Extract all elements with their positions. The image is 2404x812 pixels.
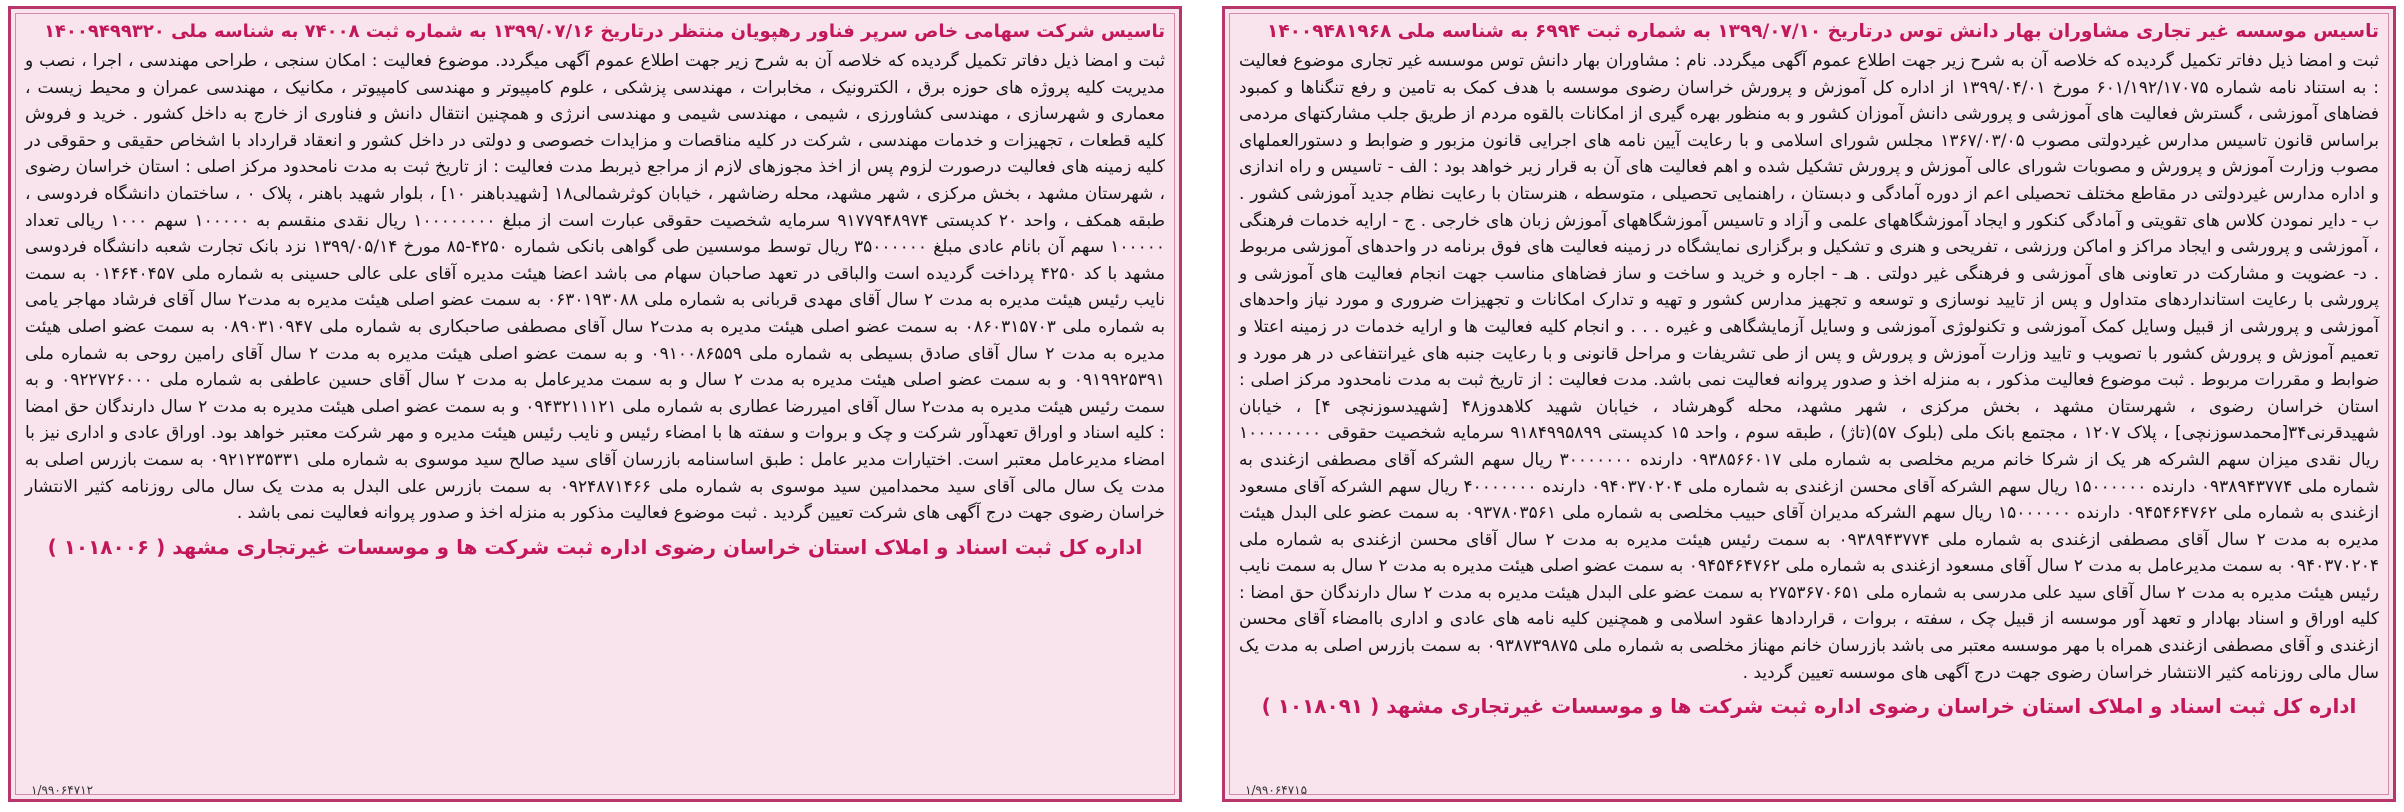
notice-panel-right (1222, 6, 2396, 802)
notice-panel-left (8, 6, 1182, 802)
reference-code: ۱/۹۹۰۶۴۷۱۲ (31, 783, 94, 797)
registry-office-line: اداره کل ثبت اسناد و املاک استان خراسان رضوی اداره ثبت شرکت ها و موسسات غیرتجاری مشهد ( ۱۰۱۸۰۰۶ ) (47, 534, 1143, 559)
notice-body: ثبت و امضا ذیل دفاتر تکمیل گردیده که خلاصه آن به شرح زیر جهت اطلاع عموم آگهی میگردد. موضوع فعالیت : امکان سنجی ، طراحی مهندسی ، اجرا ، نصب و مدیریت کلیه پروژه های حوزه برق ، الکترونیک ، مخابرات ، مهندسی پزشکی ، علوم کامپیوتر و مهندسی کامپیوتر ، مکانیک ، مهندسی عمران و محیط زیست ، معماری و شهرسازی ، مهندسی کشاورزی ، شیمی ، مهندسی شیمی و مهندسی انرژی و همچنین انتقال دانش و فناوری از خارج به داخل کشور . خرید و فروش کلیه قطعات ، تجهیزات و خدمات مهندسی ، شرکت در کلیه مناقصات و مزایدات خصوصی و دولتی در داخل کشور و انعقاد قرارداد با اشخاص حقیقی و حقوقی در کلیه زمینه های فعالیت درصورت لزوم پس از اخذ مجوزهای لازم از مراجع ذیربط مدت فعالیت : از تاریخ ثبت به مدت نامحدود مرکز اصلی : استان خراسان رضوی ، شهرستان مشهد ، بخش مرکزی ، شهر مشهد، محله رضاشهر ، خیابان کوثرشمالی۱۸ [شهیدباهنر ۱۰] ، بلوار شهید باهنر ، پلاک ۰ ، ساختمان دانشگاه فردوسی ، طبقه همکف ، واحد ۲۰ کدپستی ۹۱۷۷۹۴۸۹۷۴ سرمایه شخصیت حقوقی عبارت است از مبلغ ۱۰۰۰۰۰۰۰۰ ریال نقدی منقسم به ۱۰۰۰۰۰ سهم ۱۰۰۰ ریالی تعداد ۱۰۰۰۰۰ سهم آن بانام عادی مبلغ ۳۵۰۰۰۰۰۰ ریال توسط موسسین طی گواهی بانکی شماره ۴۲۵۰-۸۵ مورخ ۱۳۹۹/۰۵/۱۴ نزد بانک تجارت شعبه دانشگاه فردوسی مشهد با کد ۴۲۵۰ پرداخت گردیده است والباقی در تعهد صاحبان سهام می باشد اعضا هیئت مدیره آقای علی عالی حسینی به شماره ملی ۰۱۴۶۴۰۴۵۷ به سمت نایب رئیس هیئت مدیره به مدت ۲ سال آقای مهدی قربانی به شماره ملی ۰۶۳۰۱۹۳۰۸۸ به سمت عضو اصلی هیئت مدیره به مدت۲ سال آقای فرشاد مهاجر یامی به شماره ملی ۰۸۶۰۳۱۵۷۰۳ به سمت عضو اصلی هیئت مدیره به مدت۲ سال آقای مصطفی صاحبکاری به شماره ملی ۰۸۹۰۳۱۰۹۴۷ به سمت عضو اصلی هیئت مدیره به مدت ۲ سال آقای صادق بسیطی به شماره ملی ۰۹۱۰۰۸۶۵۵۹ و به سمت عضو اصلی هیئت مدیره به مدت ۲ سال آقای رامین روحی به شماره ملی ۰۹۱۹۹۲۵۳۹۱ و به سمت عضو اصلی هیئت مدیره به مدت ۲ سال و به سمت مدیرعامل به مدت ۲ سال آقای حسین عاطفی به شماره ملی ۰۹۲۲۷۲۶۰۰۰ و به سمت رئیس هیئت مدیره به مدت۲ سال آقای امیررضا عطاری به شماره ملی ۰۹۴۳۲۱۱۱۲۱ و به سمت عضو اصلی هیئت مدیره به مدت ۲ سال دارندگان حق امضا : کلیه اسناد و اوراق تعهدآور شرکت و چک و بروات و سفته ها با امضاء رئیس و نایب رئیس هیئت مدیره و مهر شرکت معتبر خواهد بود. اوراق عادی و اداری نیز با امضاء مدیرعامل معتبر است. اختیارات مدیر عامل : طبق اساسنامه بازرسان آقای سید صالح سید موسوی به شماره ملی ۰۹۲۱۲۳۵۳۳۱ به سمت بازرس اصلی به مدت یک سال مالی آقای سید محمدامین سید موسوی به شماره ملی ۰۹۲۴۸۷۱۴۶۶ به سمت بازرس علی البدل به مدت یک سال مالی روزنامه کثیر الانتشار خراسان رضوی جهت درج آگهی های شرکت تعیین گردید . ثبت موضوع فعالیت مذکور به منزله اخذ و صدور پروانه فعالیت نمی باشد . (25, 51, 1166, 524)
notice-body: ثبت و امضا ذیل دفاتر تکمیل گردیده که خلاصه آن به شرح زیر جهت اطلاع عموم آگهی میگردد. نام : مشاوران بهار دانش توس موسسه غیر تجاری موضوع فعالیت : به استناد نامه شماره ۶۰۱/۱۹۲/۱۷۰۷۵ مورخ ۱۳۹۹/۰۴/۰۱ از اداره کل آموزش و پرورش خراسان رضوی موسسه با هدف کمک به تامین و رفع تنگناها و کمبود فضاهای آموزشی ، گسترش فعالیت های آموزشی و پرورشی دانش آموزان کشور و به منظور بهره گیری از امکانات بالقوه مردم از طریق جلب مشارکتهای مردمی براساس قانون تاسیس مدارس غیردولتی مصوب ۱۳۶۷/۰۳/۰۵ مجلس شورای اسلامی و با رعایت آیین نامه های اجرایی قانون مزبور و ضوابط و دستورالعملهای مصوب وزارت آموزش و پرورش و مصوبات شورای عالی آموزش و پرورش تشکیل شده و اهم فعالیت های آن به قرار زیر خواهد بود : الف - تاسیس و راه اندازی و اداره مدارس غیردولتی در مقاطع مختلف تحصیلی اعم از دوره آمادگی و دبستان ، راهنمایی تحصیلی ، متوسطه ، هنرستان با رعایت نظام جدید آموزشی کشور . ب - دایر نمودن کلاس های تقویتی و آمادگی کنکور و ایجاد آموزشگاههای علمی و آزاد و تاسیس آموزشگاههای آموزش زبان های خارجی . ج - ارایه خدمات فرهنگی ، آموزشی و پرورشی و ایجاد مراکز و اماکن ورزشی ، تفریحی و هنری و تشکیل و برگزاری نمایشگاه در زمینه فعالیت های فوق برنامه در واحدهای آموزشی مربوط . د- عضویت و مشارکت در تعاونی های آموزشی و فرهنگی غیر دولتی . هـ - اجاره و خرید و ساخت و ساز فضاهای مناسب جهت انجام فعالیت های آموزشی و پرورشی با رعایت استانداردهای متداول و پس از تایید نوسازی و توسعه و تجهیز مدارس کشور و تهیه و تدارک امکانات و تجهیزات ضروری و مورد نیاز واحدهای آموزشی و پرورشی از قبیل وسایل کمک آموزشی و تکنولوژی آموزشی و وسایل آزمایشگاهی و غیره . . . و انجام کلیه فعالیت ها و ارایه خدمات در زمینه اعتلا و تعمیم آموزش و پرورش کشور با تصویب و تایید وزارت آموزش و پرورش و پس از طی تشریفات و مراحل قانونی و با رعایت جنبه های غیرانتفاعی در هر مورد و ضوابط و مقررات مربوط . ثبت موضوع فعالیت مذکور ، به منزله اخذ و صدور پروانه فعالیت نمی باشد. مدت فعالیت : از تاریخ ثبت به مدت نامحدود مرکز اصلی : استان خراسان رضوی ، شهرستان مشهد ، بخش مرکزی ، شهر مشهد، محله گوهرشاد ، خیابان شهید کلاهدوز۴۸ [شهیدسوزنچی ۴] ، خیابان شهیدقرنی۳۴[محمدسوزنچی] ، پلاک ۱۲۰۷ ، مجتمع بانک ملی (بلوک ۵۷)(تاژ) ، طبقه سوم ، واحد ۱۵ کدپستی ۹۱۸۴۹۹۵۸۹۹ سرمایه شخصیت حقوقی ۱۰۰۰۰۰۰۰۰ ریال نقدی میزان سهم الشرکه هر یک از شرکا خانم مریم مخلصی به شماره ملی ۰۹۳۸۵۶۶۰۱۷ دارنده ۳۰۰۰۰۰۰۰ ریال سهم الشرکه آقای مصطفی ازغندی به شماره ملی ۰۹۳۸۹۴۳۷۷۴ دارنده ۱۵۰۰۰۰۰۰ ریال سهم الشرکه آقای محسن ازغندی به شماره ملی ۰۹۴۰۳۷۰۲۰۴ دارنده ۴۰۰۰۰۰۰۰ ریال سهم الشرکه آقای مسعود ازغندی به شماره ملی ۰۹۴۵۴۶۴۷۶۲ دارنده ۱۵۰۰۰۰۰۰ ریال سهم الشرکه مدیران آقای حبیب مخلصی به شماره ملی ۰۹۳۷۸۰۳۵۶۱ به سمت عضو علی البدل هیئت مدیره به مدت ۲ سال آقای مصطفی ازغندی به شماره ملی ۰۹۳۸۹۴۳۷۷۴ به سمت رئیس هیئت مدیره به مدت ۲ سال آقای محسن ازغندی به شماره ملی ۰۹۴۰۳۷۰۲۰۴ به سمت مدیرعامل به مدت ۲ سال آقای مسعود ازغندی به شماره ملی ۰۹۴۵۴۶۴۷۶۲ به سمت عضو اصلی هیئت مدیره به مدت ۲ سال به سمت نایب رئیس هیئت مدیره به مدت ۲ سال آقای سید علی مدرسی به شماره ملی ۲۷۵۳۶۷۰۶۵۱ به سمت عضو علی البدل هیئت مدیره به مدت ۲ سال دارندگان حق امضا : کلیه اوراق و اسناد بهادار و تعهد آور موسسه از قبیل چک ، سفته ، بروات ، قراردادها عقود اسلامی و همچنین کلیه نامه های عادی و اداری باامضاء آقای محسن ازغندی و آقای مصطفی ازغندی همراه با مهر موسسه معتبر می باشد بازرسان خانم مهناز مخلصی به شماره ملی ۰۹۳۸۷۳۹۸۷۵ به سمت بازرس اصلی به مدت یک سال مالی روزنامه کثیر الانتشار خراسان رضوی جهت درج آگهی های موسسه تعیین گردید . (1239, 51, 2380, 683)
notice-headline: تاسیس شرکت سهامی خاص سرپر فناور رهپویان منتظر درتاریخ ۱۳۹۹/۰۷/۱۶ به شماره ثبت ۷۴۰۰۸ به شناسه ملی ۱۴۰۰۹۴۹۹۳۲۰ (43, 21, 1165, 42)
registry-office-line: اداره کل ثبت اسناد و املاک استان خراسان رضوی اداره ثبت شرکت ها و موسسات غیرتجاری مشهد ( ۱۰۱۸۰۹۱ ) (1261, 694, 2357, 719)
notice-headline: تاسیس موسسه غیر تجاری مشاوران بهار دانش توس درتاریخ ۱۳۹۹/۰۷/۱۰ به شماره ثبت ۶۹۹۴ به شناسه ملی ۱۴۰۰۹۴۸۱۹۶۸ (1267, 21, 2379, 42)
reference-code: ۱/۹۹۰۶۴۷۱۵ (1245, 783, 1308, 797)
